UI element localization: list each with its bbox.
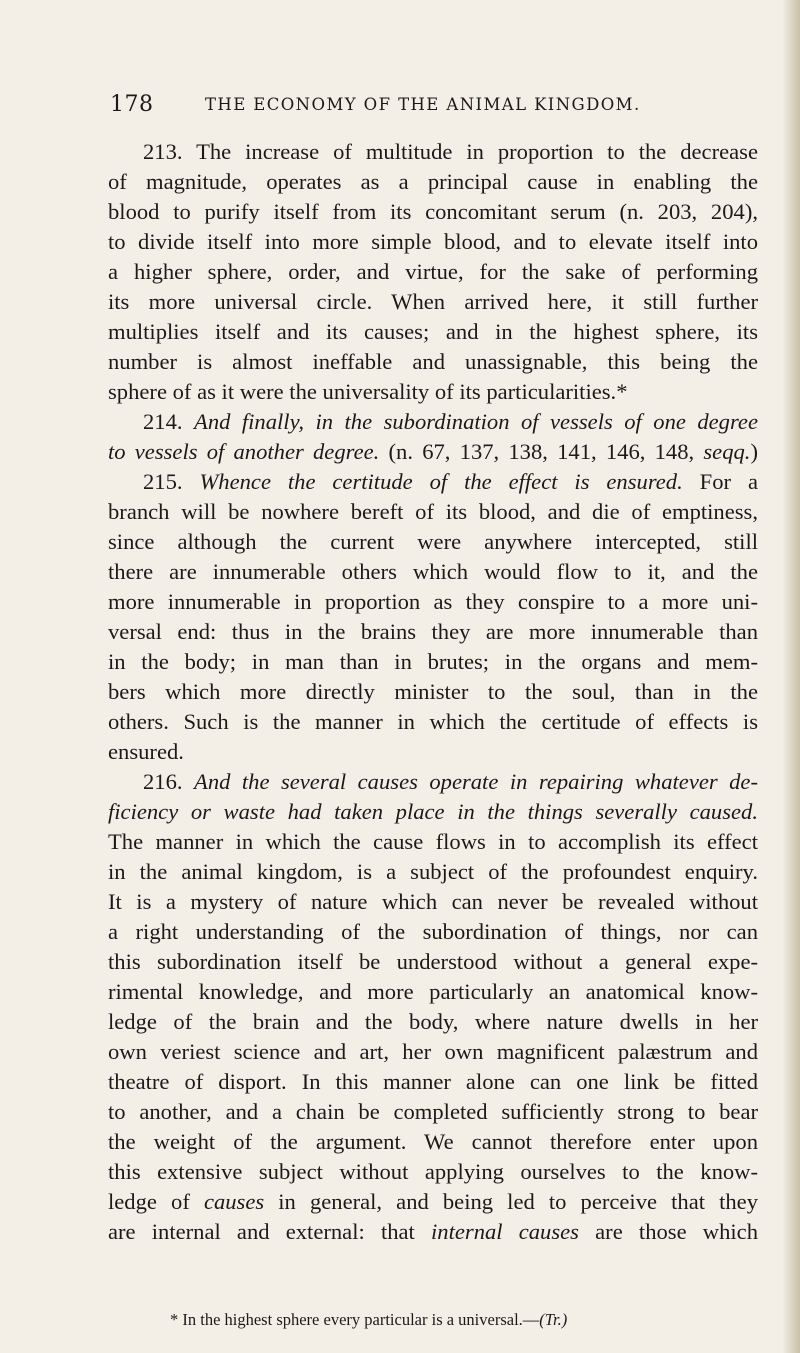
italic-text: causes xyxy=(203,1189,265,1214)
text-line: branch will be nowhere bereft of its blood, and die of emptiness, xyxy=(108,499,758,524)
text-line: ensured. xyxy=(108,739,184,764)
body-text xyxy=(108,137,758,1247)
text-line: 213. The increase of multitude in proportion to the decrease xyxy=(143,139,758,164)
text-line: rimental knowledge, and more particularly an anatomical know- xyxy=(108,979,758,1004)
italic-text: And finally, in the subordination of vessels of one degree xyxy=(194,409,758,434)
paragraph-number: 214. xyxy=(143,409,183,434)
page-number: 178 xyxy=(110,92,154,117)
footnote-text: In the highest sphere every particular is a universal.— xyxy=(182,1310,540,1329)
text-line: multiplies itself and its causes; and in the highest sphere, its xyxy=(108,319,758,344)
text-line-214 xyxy=(108,407,758,437)
text-line: since although the current were anywhere intercepted, still xyxy=(108,529,758,554)
text-line: others. Such is the manner in which the certitude of effects is xyxy=(108,709,758,734)
text-line xyxy=(108,1187,758,1217)
text-line: to divide itself into more simple blood, and to elevate itself into xyxy=(108,229,758,254)
text-line: own veriest science and art, her own magnificent palæstrum and xyxy=(108,1039,758,1064)
closing-paren: ) xyxy=(750,439,758,464)
text-line: number is almost ineffable and unassignable, this being the xyxy=(108,349,758,374)
reference-list: (n. 67, 137, 138, 141, 146, 148, xyxy=(388,439,695,464)
paragraph-number: 216. xyxy=(143,769,183,794)
text-line: more innumerable in proportion as they conspire to a more uni- xyxy=(108,589,758,614)
text-line: in the animal kingdom, is a subject of the profoundest enquiry. xyxy=(108,859,758,884)
text-fragment: are internal and external: that xyxy=(108,1219,415,1244)
text-line: sphere of as it were the universality of its particularities.* xyxy=(108,379,628,404)
text-line: versal end: thus in the brains they are more innumerable than xyxy=(108,619,758,644)
italic-text: ficiency or waste had taken place in the things severally caused. xyxy=(108,799,758,824)
text-line: the weight of the argument. We cannot therefore enter upon xyxy=(108,1129,758,1154)
text-line: there are innumerable others which would flow to it, and the xyxy=(108,559,758,584)
text-line: of magnitude, operates as a principal cause in enabling the xyxy=(108,169,758,194)
text-line: ledge of the brain and the body, where nature dwells in her xyxy=(108,1009,758,1034)
page-header xyxy=(110,92,750,122)
text-line: blood to purify itself from its concomitant serum (n. 203, 204), xyxy=(108,199,758,224)
text-line: The manner in which the cause flows in to accomplish its effect xyxy=(108,829,758,854)
italic-text: seqq. xyxy=(703,439,751,464)
text-fragment: For a xyxy=(699,469,758,494)
text-line xyxy=(108,437,758,467)
text-fragment: in general, and being led to perceive that they xyxy=(278,1189,758,1214)
italic-text: to vessels of another degree. xyxy=(108,439,380,464)
page-edge-shadow xyxy=(782,0,800,1353)
text-line: theatre of disport. In this manner alone can one link be fitted xyxy=(108,1069,758,1094)
footnote-marker: * xyxy=(170,1310,179,1329)
text-line: a higher sphere, order, and virtue, for the sake of performing xyxy=(108,259,758,284)
text-line: It is a mystery of nature which can never be revealed without xyxy=(108,889,758,914)
text-fragment: are those which xyxy=(595,1219,758,1244)
text-line-215 xyxy=(108,467,758,497)
italic-text: internal causes xyxy=(431,1219,579,1244)
italic-text: Whence the certitude of the effect is ensured. xyxy=(199,469,683,494)
text-line: bers which more directly minister to the soul, than in the xyxy=(108,679,758,704)
italic-text: And the several causes operate in repairing whatever de- xyxy=(194,769,758,794)
text-line: to another, and a chain be completed sufficiently strong to bear xyxy=(108,1099,758,1124)
text-line: in the body; in man than in brutes; in the organs and mem- xyxy=(108,649,758,674)
text-line: this subordination itself be understood without a general expe- xyxy=(108,949,758,974)
text-line-216 xyxy=(108,767,758,797)
text-line xyxy=(108,797,758,827)
text-line: its more universal circle. When arrived here, it still further xyxy=(108,289,758,314)
footnote xyxy=(170,1310,770,1330)
text-line: a right understanding of the subordination of things, nor can xyxy=(108,919,758,944)
text-fragment: ledge of xyxy=(108,1189,190,1214)
text-line xyxy=(108,1217,758,1247)
text-line: this extensive subject without applying ourselves to the know- xyxy=(108,1159,758,1184)
paragraph-number: 215. xyxy=(143,469,183,494)
footnote-attribution: (Tr.) xyxy=(539,1310,568,1329)
running-head: THE ECONOMY OF THE ANIMAL KINGDOM. xyxy=(205,95,641,114)
